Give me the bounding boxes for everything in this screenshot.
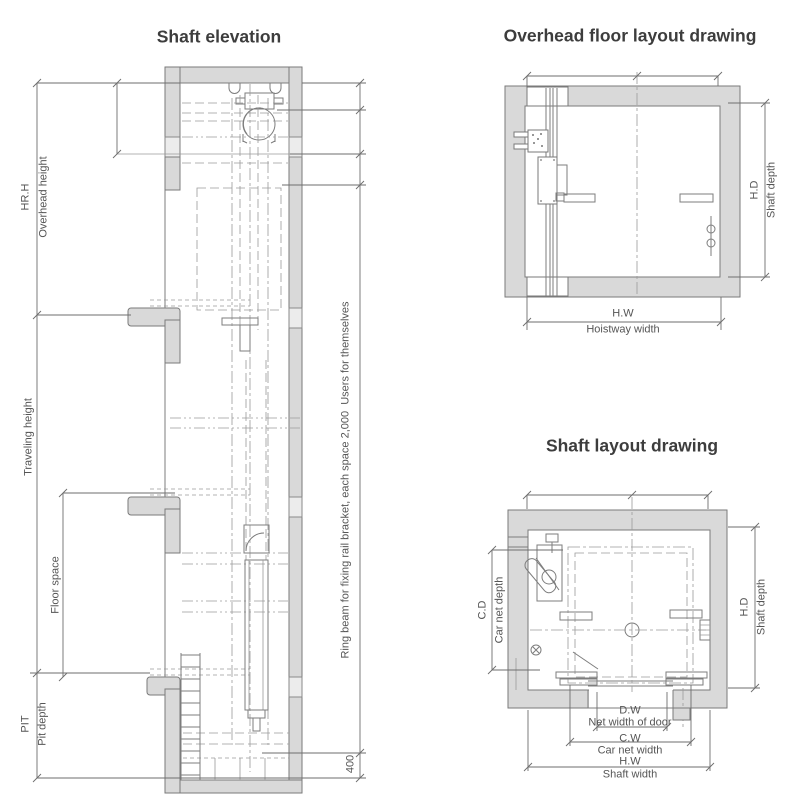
- overhead-hw-abbr: H.W: [612, 307, 634, 320]
- overhead-layout-title: Overhead floor layout drawing: [503, 25, 757, 46]
- car-net-width-label: Car net width: [597, 744, 663, 757]
- pit-abbr-label: PIT: [19, 715, 32, 733]
- floor-space-label: Floor space: [49, 556, 62, 614]
- car-net-depth-label: Car net depth: [493, 576, 506, 644]
- shaft-elevation-drawing: [30, 67, 366, 793]
- shaft-width-label: Shaft width: [602, 768, 658, 781]
- net-width-of-door-label: Net width of door: [588, 716, 672, 729]
- ring-beam-note: Ring beam for fixing rail bracket, each space 2,000 Users for themselves: [339, 301, 352, 659]
- layout-shaft-depth-label: Shaft depth: [755, 578, 768, 636]
- dw-abbr-label: D.W: [619, 704, 641, 717]
- cd-abbr-label: C.D: [476, 600, 489, 620]
- overhead-layout-drawing: [505, 72, 770, 330]
- shaft-elevation-title: Shaft elevation: [156, 26, 282, 47]
- overhead-height-label: Overhead height: [37, 156, 50, 238]
- hoistway-width-label: Hoistway width: [586, 323, 660, 336]
- cw-abbr-label: C.W: [619, 732, 641, 745]
- hrh-abbr-label: HR.H: [19, 183, 32, 211]
- shaft-layout-title: Shaft layout drawing: [545, 435, 719, 456]
- layout-hw-abbr: H.W: [619, 755, 641, 768]
- overhead-shaft-depth-label: Shaft depth: [765, 161, 778, 219]
- layout-hd-abbr: H.D: [738, 597, 751, 617]
- traveling-height-label: Traveling height: [22, 398, 35, 476]
- pit-400-dim: 400: [344, 754, 357, 774]
- pit-depth-label: Pit depth: [36, 702, 49, 746]
- shaft-layout-drawing: [488, 491, 760, 771]
- overhead-hd-abbr: H.D: [748, 180, 761, 200]
